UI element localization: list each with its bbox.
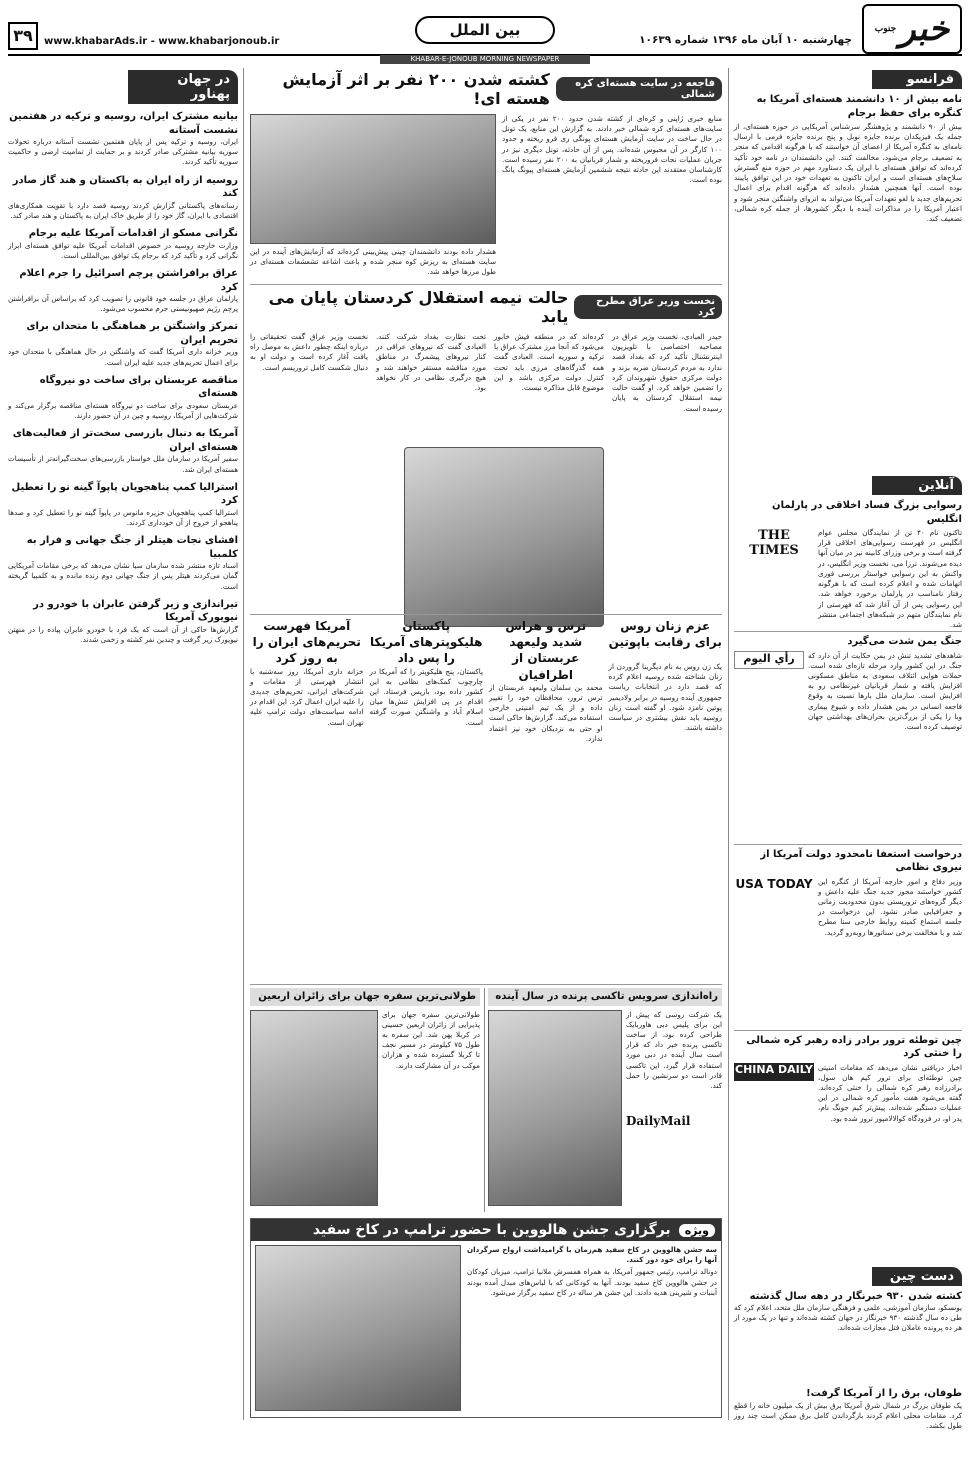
arbaeen-body: طولانی‌ترین سفره جهان برای پذیرایی از زائران اربعین حسینی در کربلا پهن شد. این سفره به طول ۷۵ کیلومتر در مسیر نجف تا کربلا گسترده شده و هزاران موکب در آن مشارکت دارند. (382, 1009, 480, 1070)
story-body: یک زن روس به نام دیگرینا گروردن از زنان شناخته شده روسیه اعلام کرده که قصد دارد در انتخابات ریاست جمهوری آینده روسیه در برابر ولادیمیر پوتین نامزد شود. او گفته است زنان روسیه باید نقش بیشتری در سیاست داشته باشند. (608, 662, 722, 733)
issue-date: چهارشنبه ۱۰ آبان ماه ۱۳۹۶ شماره ۱۰۶۳۹ (639, 34, 852, 46)
dast1-body: یونسکو، سازمان آموزشی، علمی و فرهنگی سازمان ملل متحد، اعلام کرد که طی ده سال گذشته ۹۳۰ خبرنگار در جهان کشته شده‌اند و تنها در یک مورد از هر ده پرونده عاملان قتل مجازات شده‌اند. (734, 1303, 962, 1333)
halloween-title: برگزاری جشن هالووین با حضور ترامپ در کاخ سفید (312, 1222, 671, 1238)
banner-text: KHABAR-E-JONOUB MORNING NEWSPAPER (410, 55, 560, 63)
iraq-body-4: نخست وزیر عراق گفت تحقیقاتی را درباره اینکه چطور داعش به موصل راه یافت آغاز کرده است و دولت او به دنبال شکست کامل تروریسم است. (250, 332, 368, 372)
story-headline: آمریکا فهرست تحریم‌های ایران را به روز کرد (252, 619, 361, 666)
logo-text: خبر (899, 9, 950, 49)
story-column (370, 618, 484, 980)
story-headline: عزم زنان روس برای رقابت باپوتین (608, 619, 722, 650)
four-stories (250, 618, 722, 980)
halloween-story (250, 1218, 722, 1418)
online-label: آنلاین (872, 476, 962, 495)
left-item-body: رسانه‌های پاکستانی گزارش کردند روسیه قصد دارد با تقویت همکاری‌های اقتصادی با ایران، گاز خود را از طریق خاک ایران به پاکستان و هند صادر کند. (8, 200, 238, 220)
rai-headline: جنگ یمن شدت می‌گیرد (847, 636, 962, 647)
story-body: خزانه داری آمریکا، روز سه‌شنبه با انتشار فهرستی از مقامات و شرکت‌های ایرانی، تحریم‌های جدیدی را علیه ایران اعمال کرد. این اقدام در ادامه سیاست‌های دولت ترامپ علیه تهران است. (250, 666, 364, 727)
chinadaily-headline: چین توطئه ترور برادر زاده رهبر کره شمالی را خنثی کرد (746, 1034, 962, 1059)
left-column (8, 70, 238, 1420)
left-item-headline: تمرکز واشنگتن بر هماهنگی با متحدان برای تحریم ایران (26, 321, 238, 346)
halloween-lead: سه جشن هالووین در کاخ سفید هم‌زمان با گرامیداشت ارواح سرگردان آنها را برای خود دور کنند. (467, 1245, 717, 1265)
left-item-body: اسناد تازه منتشر شده سازمان سیا نشان می‌دهد که برخی مقامات آمریکایی گمان می‌کردند هیتلر پس از جنگ جهانی دوم زنده مانده و به کلمبیا گریخته است. (8, 561, 238, 591)
nk-kicker: فاجعه در سایت هسته‌ای کره شمالی (556, 77, 722, 101)
websites: www.khabarAds.ir - www.khabarjonoub.ir (44, 36, 280, 47)
left-item-body: گزارش‌ها حاکی از آن است که یک فرد با خودرو عابران پیاده را در منهتن نیویورک زیر گرفت و چندین نفر کشته و زخمی شدند. (8, 624, 238, 645)
arbaeen-photo (250, 1010, 378, 1206)
nk-caption: هشدار داده بودند دانشمندان چینی پیش‌بینی کرده‌اند که آزمایش‌های آینده در این سایت هسته‌ای به ریزش کوه منجر شده و باعث اشاعه تشعشعات هسته‌ای در طول مرزها خواهد شد. (250, 247, 496, 277)
times-headline: رسوایی بزرگ فساد اخلاقی در پارلمان انگلیس (772, 500, 962, 525)
iraq-title: حالت نیمه استقلال کردستان پایان می یابد (268, 288, 569, 326)
masthead (0, 0, 970, 64)
nk-title: کشته شدن ۲۰۰ نفر بر اثر آزمایش هسته ای! (282, 70, 550, 108)
iraq-body-2: کرده‌اند که در منطقه فیش خابور می‌شود که آنجا مرز مشترک عراق با ترکیه و سوریه است. العبادی گفت همه گذرگاه‌های مرزی باید تحت کنترل دولت مرکزی باشد و این موضوع قابل مذاکره نیست. (494, 332, 604, 393)
left-item-body: پارلمان عراق در جلسه خود قانونی را تصویب کرد که براساس آن برافراشتن پرچم رژیم صهیونیستی جرم محسوب می‌شود. (8, 294, 238, 314)
france-body: بیش از ۹۰ دانشمند و پژوهشگر سرشناس آمریکایی در حوزه هسته‌ای، از جمله یک فیزیکدان برنده جایزه نوبل و پنج برنده جایزه فرمی با ارسال نامه‌ای به کنگره آمریکا از اعضای آن خواستند که با هرگونه اقدامی که منجر به تضعیف برجام می‌شود، مخالفت کنند. این دانشمندان در نامه خود تأکید کرده‌اند که توافق هسته‌ای با ایران یک دستاورد مهم در حوزه منع گسترش سلاح‌های هسته‌ای است و ایران تاکنون به تعهدات خود در این توافق پایبند بوده است. آنها همچنین هشدار داده‌اند که هرگونه اقدام برای اعمال تحریم‌های جدید یا لغو تعهدات آمریکا می‌تواند به انزوای واشنگتن منجر شود و اعتبار آمریکا را در مذاکرات آینده با دیگر کشورها، از جمله کره شمالی، تضعیف کند. (734, 122, 963, 223)
left-item-headline: تیراندازی و زیر گرفتن عابران با خودرو در نیویورک آمریکا (33, 598, 238, 624)
left-item-headline: عراق برافراشتن پرچم اسرائیل را جرم اعلام کرد (19, 268, 238, 293)
left-item-headline: استرالیا کمپ پناهجویان پاپوآ گینه نو را تعطیل کرد (11, 481, 238, 507)
rai-body: شاهدهای تشدید تنش در یمن حکایت از آن دارد که جنگ در این کشور وارد مرحله تازه‌ای شده است. حملات هوایی ائتلاف سعودی به مناطق مسکونی افزایش یافته و شمار قربانیان غیرنظامی رو به افزایش است. سازمان ملل بارها نسبت به وقوع فاجعه انسانی در یمن هشدار داده و شیوع بیماری وبا را یکی از بزرگ‌ترین بحران‌های بهداشتی جهان توصیف کرده است. (808, 650, 962, 732)
times-logo: THE TIMES (749, 528, 799, 558)
nk-body: منابع خبری ژاپنی و کره‌ای از کشته شدن حدود ۲۰۰ نفر در یکی از سایت‌های هسته‌ای کره شمالی خبر دادند. به گزارش این منابع، یک تونل در حال ساخت در سایت آزمایش هسته‌ای پونگی ری فرو ریخته و حدود ۱۰۰ کارگر در آن محبوس شده‌اند. پس از آن حادثه، تونل دیگری نیز در جریان عملیات نجات فروریخته و شمار قربانیان به ۲۰۰ نفر رسیده است. کارشناسان معتقدند این حادثه نتیجه ششمین آزمایش هسته‌ای پیونگ یانگ بوده است. (502, 114, 722, 185)
center-mid (250, 288, 722, 612)
left-item-headline: نگرانی مسکو از اقدامات آمریکا علیه برجام (28, 228, 238, 240)
story-headline: ترس و هراس شدید ولیعهد عربستان از اطرافیان (505, 619, 587, 682)
dast1-headline: کشته شدن ۹۳۰ خبرنگار در دهه سال گذشته (749, 1290, 962, 1302)
logo-sub: جنوب (874, 24, 897, 34)
dast2-headline: طوفان، برق را از آمریکا گرفت! (806, 1388, 962, 1399)
dast2-body: یک طوفان بزرگ در شمال شرق آمریکا برق بیش از یک میلیون خانه را قطع کرد. مقامات محلی اعلام کردند بازگرداندن کامل برق ممکن است چند روز طول بکشد. (734, 1400, 962, 1430)
taxi-body: یک شرکت روسی که پیش از این برای پلیس دبی هاوربایک طراحی کرده بود، از ساخت تاکسی پرنده خبر داد که قرار است سال آینده در دبی مورد استفاده قرار گیرد. این تاکسی قادر است دو سرنشین را حمل کند. (626, 1009, 722, 1091)
left-item-body: وزیر خزانه داری آمریکا گفت که واشنگتن در حال هماهنگی با متحدان خود برای اعمال تحریم‌های جدید علیه ایران است. (8, 347, 238, 367)
usatoday-body: وزیر دفاع و امور خارجه آمریکا از کنگره این کشور خواستند مجوز جدید جنگ علیه داعش و دیگر گروه‌های تروریستی بدون محدودیت زمانی و جغرافیایی صادر نشود. این درخواست در جلسه استماع کمیته روابط خارجی سنا مطرح شد و با مخالفت برخی سناتورها روبه‌رو گردید. (818, 876, 962, 937)
left-item-body: سفیر آمریکا در سازمان ملل خواستار بازرسی‌های سخت‌گیرانه‌تر از تأسیسات هسته‌ای ایران شد. (8, 454, 238, 474)
center-top (250, 70, 722, 282)
left-item-body: ایران، روسیه و ترکیه پس از پایان هفتمین نشست آستانه درباره تحولات سوریه بیانیه مشترکی صادر کردند و بر حمایت از تمامیت ارضی و حاکمیت سوریه تأکید کردند. (8, 137, 238, 167)
france-label: فرانسو (872, 70, 962, 89)
france-headline: نامه بیش از ۱۰ دانشمند هسته‌ای آمریکا به کنگره برای حفظ برجام (756, 94, 962, 119)
iraq-kicker: نخست وزیر عراق مطرح کرد (574, 295, 722, 319)
story-column (609, 618, 723, 980)
halloween-kicker: ویژه (679, 1224, 715, 1237)
left-label: در جهان پهناور (128, 70, 238, 104)
left-item-headline: مناقصه عربستان برای ساخت دو نیروگاه هسته‌ای (39, 374, 238, 400)
left-item-body: وزارت خارجه روسیه در خصوص اقدامات آمریکا علیه توافق هسته‌ای ابراز نگرانی کرد و تأکید کرد که برجام یک توافق بین‌المللی است. (8, 240, 238, 260)
left-item-headline: بیانیه مشترک ایران، روسیه و ترکیه در هفتمین نشست آستانه (9, 111, 238, 136)
chinadaily-logo: CHINA DAILY (734, 1063, 814, 1081)
right-column (734, 70, 963, 1430)
story-column (489, 618, 603, 980)
left-item-headline: افشای نجات هیتلر از جنگ جهانی و فرار به کلمبیا (26, 535, 238, 560)
halloween-body: دونالد ترامپ، رئیس جمهور آمریکا، به همراه همسرش ملانیا ترامپ، میزبان کودکان در جشن هالووین کاخ سفید بودند. آنها به کودکانی که با لباس‌های مبدل آمده بودند آبنبات و شیرینی هدیه دادند. این جشن هر ساله در کاخ سفید برگزار می‌شود. (467, 1267, 717, 1297)
rai-logo: رأي اليوم (734, 651, 804, 669)
section-title (415, 16, 555, 44)
arbaeen-headline: طولانی‌ترین سفره جهان برای زائران اربعین (250, 988, 480, 1006)
iraq-photo (404, 447, 604, 627)
times-body: تاکنون نام ۴۰ تن از نمایندگان مجلس عوام انگلیس در فهرست رسوایی‌های اخلاقی قرار گرفته است و برخی وزرای کابینه نیز در میان آنها دیده می‌شوند. ترزا می، نخست وزیر انگلیس، در واکنش به این رسوایی خواستار بررسی فوری اتهامات شده و اعلام کرده است که با هرگونه رفتار نامناسب در پارلمان برخورد خواهد شد. این رسوایی پس از آن آغاز شد که فهرستی از نام نمایندگان متهم در شبکه‌های اجتماعی منتشر شد. (818, 528, 962, 629)
left-item-headline: روسیه از راه ایران به پاکستان و هند گاز صادر کند (12, 174, 238, 200)
taxi-headline: راه‌اندازی سرویس تاکسی پرنده در سال آینده (488, 988, 722, 1006)
left-item-body: عربستان سعودی برای ساخت دو نیروگاه هسته‌ای مناقصه برگزار می‌کند و شرکت‌هایی از آمریکا، روسیه و چین در آن حضور دارند. (8, 400, 238, 421)
left-item-headline: آمریکا به دنبال بازرسی سخت‌تر از فعالیت‌های هسته‌ای ایران (12, 428, 238, 453)
section-name: بین الملل (449, 21, 521, 39)
story-body: پاکستان، پنج هلیکوپتر را که آمریکا در چارچوب کمک‌های نظامی به این کشور داده بود، بازپس فرستاد. این اقدام در پی افزایش تنش‌ها میان اسلام آباد و واشنگتن صورت گرفته است. (369, 666, 483, 727)
newspaper-logo (862, 4, 962, 54)
arbaeen-story (250, 988, 480, 1214)
story-column (250, 618, 364, 980)
left-item-body: استرالیا کمپ پناهجویان جزیره مانوس در پاپوآ گینه نو را تعطیل کرد و صدها پناهجو از خروج از آن خودداری کردند. (8, 507, 238, 527)
taxi-logo: DailyMail (626, 1113, 691, 1128)
halloween-photo (255, 1245, 461, 1411)
usatoday-headline: درخواست استعفا نامحدود دولت آمریکا از نیروی نظامی (760, 848, 962, 873)
banner-strip (380, 55, 590, 64)
iraq-body-1: حیدر العبادی، نخست وزیر عراق در مصاحبه اختصاصی با تلویزیون اینترنشنال تأکید کرد که بغداد قصد ندارد به مردم کردستان ضربه بزند و دولت مرکزی حقوق شهروندان کرد را تضمین خواهد کرد. او گفت حالت نیمه استقلال کردستان به پایان رسیده است. (612, 332, 722, 413)
dast-label: دست چین (872, 1267, 962, 1286)
nk-photo (250, 114, 496, 244)
page-number: ۳۹ (8, 22, 38, 50)
story-headline: پاکستان هلیکوپترهای آمریکا را پس داد (370, 619, 483, 666)
left-items (8, 110, 238, 645)
usatoday-logo: USA TODAY (735, 876, 813, 891)
story-body: محمد بن سلمان ولیعهد عربستان از ترس ترور، محافظان خود را تغییر داده و از یک تیم امنیتی خارجی استفاده می‌کند. گزارش‌ها حاکی است او حتی به نزدیکان خود نیز اعتماد ندارد. (489, 682, 603, 743)
taxi-photo (488, 1010, 622, 1206)
chinadaily-body: اخبار دریافتی نشان می‌دهد که مقامات امنیتی چین توطئه‌ای برای ترور کیم هان سول، برادرزاده رهبر کره شمالی را خنثی کرده‌اند. گفته می‌شود هفت مأمور کره شمالی در این عملیات دستگیر شده‌اند. پیش‌تر کیم جونگ نام، پدر او، در فرودگاه کوالالامپور ترور شده بود. (818, 1062, 962, 1123)
iraq-body-3: تحت نظارت بغداد شرکت کنند. العبادی گفت که نیروهای عراقی در کنار نیروهای پیشمرگ در مناطق مورد مناقشه مستقر خواهند شد و هیچ درگیری نظامی در کار نخواهد بود. (376, 332, 486, 393)
taxi-story (488, 988, 722, 1214)
